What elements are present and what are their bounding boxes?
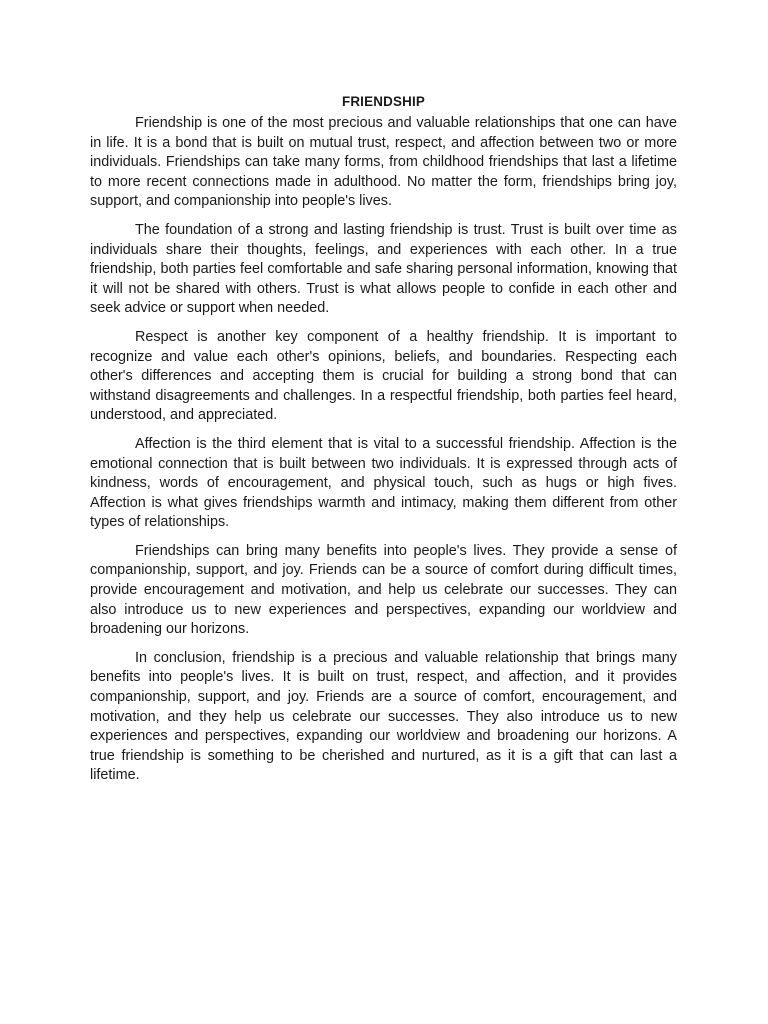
paragraph-affection: Affection is the third element that is vital to a successful friendship. Affection is the emotional connection that is built between two individuals. It is expressed through acts of kindness, words of encouragement, and physical touch, such as hugs or high fives. Affection is what gives friendships warmth and intimacy, making them different from other types of relationships. [90, 435, 677, 531]
paragraph-respect: Respect is another key component of a healthy friendship. It is important to recognize and value each other's opinions, beliefs, and boundaries. Respecting each other's differences and accepting them is crucial for building a strong bond that can withstand disagreements and challenges. In a respectful friendship, both parties feel heard, understood, and appreciated. [90, 328, 677, 424]
document-title: FRIENDSHIP [341, 94, 426, 109]
document-body [90, 94, 677, 795]
paragraph-benefits: Friendships can bring many benefits into people's lives. They provide a sense of companionship, support, and joy. Friends can be a source of comfort during difficult times, provide encouragement and motivation, and help us celebrate our successes. They can also introduce us to new experiences and perspectives, expanding our worldview and broadening our horizons. [90, 542, 677, 638]
paragraph-intro: Friendship is one of the most precious and valuable relationships that one can have in life. It is a bond that is built on mutual trust, respect, and affection between two or more individuals. Friendships can take many forms, from childhood friendships that last a lifetime to more recent connections made in adulthood. No matter the form, friendships bring joy, support, and companionship into people's lives. [90, 115, 677, 210]
paragraph-conclusion: In conclusion, friendship is a precious and valuable relationship that brings many benefits into people's lives. It is built on trust, respect, and affection, and it provides companionship, support, and joy. Friends are a source of comfort, encouragement, and motivation, and they help us celebrate our successes. They also introduce us to new experiences and perspectives, expanding our worldview and broadening our horizons. A true friendship is something to be cherished and nurtured, as it is a gift that can last a lifetime. [90, 649, 677, 784]
paragraph-trust: The foundation of a strong and lasting friendship is trust. Trust is built over time as individuals share their thoughts, feelings, and experiences with each other. In a true friendship, both parties feel comfortable and safe sharing personal information, knowing that it will not be shared with others. Trust is what allows people to confide in each other and seek advice or support when needed. [90, 221, 677, 317]
